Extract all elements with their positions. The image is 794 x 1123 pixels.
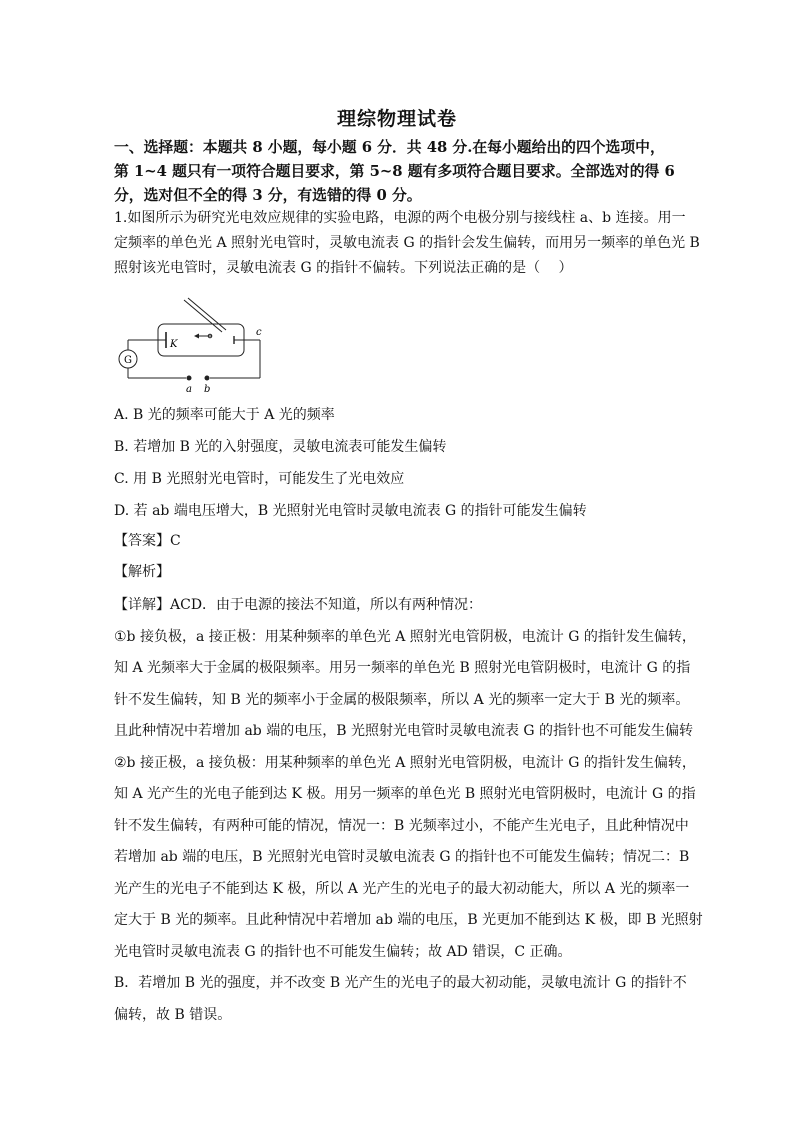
section-header-line: 第 1~4 题只有一项符合题目要求，第 5~8 题有多项符合题目要求。全部选对的得 6 bbox=[114, 163, 675, 180]
detail-line: 光产生的光电子不能到达 K 极，所以 A 光产生的光电子的最大初动能大，所以 A 光的频率一 bbox=[114, 880, 690, 897]
circuit-diagram bbox=[114, 296, 274, 396]
detail-explanation bbox=[114, 590, 703, 1031]
galvanometer-label: G bbox=[124, 355, 132, 366]
option-a: A. B 光的频率可能大于 A 光的频率 bbox=[114, 407, 335, 423]
detail-line: 知 A 光频率大于金属的极限频率。用另一频率的单色光 B 照射光电管阴极时，电流计 G 的指 bbox=[114, 660, 691, 676]
detail-line: 若增加 ab 端的电压，B 光照射光电管时灵敏电流表 G 的指针也不可能发生偏转；情况二：B bbox=[114, 849, 690, 865]
terminal-b bbox=[205, 376, 209, 380]
detail-line: ①b 接负极，a 接正极：用某种频率的单色光 A 照射光电管阴极，电流计 G 的指针发生偏转， bbox=[114, 628, 696, 645]
terminal-b-label: b bbox=[204, 384, 211, 395]
option-c: C. 用 B 光照射光电管时，可能发生了光电效应 bbox=[114, 471, 405, 487]
detail-line: 知 A 光产生的光电子能到达 K 极。用另一频率的单色光 B 照射光电管阴极时，电流计 G 的指 bbox=[114, 786, 696, 802]
detail-line: ②b 接正极，a 接负极：用某种频率的单色光 A 照射光电管阴极，电流计 G 的指针发生偏转， bbox=[114, 754, 696, 771]
detail-line: 定大于 B 光的频率。且此种情况中若增加 ab 端的电压，B 光更加不能到达 K 极，即 B 光照射 bbox=[114, 912, 703, 928]
question-stem-line: 1.如图所示为研究光电效应规律的实验电路，电源的两个电极分别与接线柱 a、b 连接。用一 bbox=[114, 210, 686, 226]
page-title: 理综物理试卷 bbox=[336, 108, 457, 130]
answer-label: 【答案】C bbox=[114, 533, 181, 549]
light-beam bbox=[184, 300, 222, 332]
detail-line: 且此种情况中若增加 ab 端的电压，B 光照射光电管时灵敏电流表 G 的指针也不可能发生偏转 bbox=[114, 723, 694, 739]
section-header-line: 一、选择题：本题共 8 小题，每小题 6 分．共 48 分.在每小题给出的四个选项中， bbox=[114, 139, 665, 156]
analysis-label: 【解析】 bbox=[114, 564, 170, 580]
section-header bbox=[114, 136, 684, 208]
question-stem-line: 照射该光电管时，灵敏电流表 G 的指针不偏转。下列说法正确的是（ ） bbox=[114, 260, 573, 276]
question-stem bbox=[114, 206, 700, 281]
terminal-a bbox=[187, 376, 191, 380]
terminal-c-label: c bbox=[256, 327, 262, 338]
option-b: B. 若增加 B 光的入射强度，灵敏电流表可能发生偏转 bbox=[114, 439, 447, 455]
cathode-label: K bbox=[170, 339, 178, 350]
detail-line: 光电管时灵敏电流表 G 的指针也不可能发生偏转；故 AD 错误，C 正确。 bbox=[114, 943, 572, 960]
option-d: D. 若 ab 端电压增大，B 光照射光电管时灵敏电流表 G 的指针可能发生偏转 bbox=[114, 503, 587, 519]
detail-line: B．若增加 B 光的强度，并不改变 B 光产生的光电子的最大初动能，灵敏电流计 G 的指针不 bbox=[114, 975, 687, 991]
terminal-a-label: a bbox=[186, 384, 192, 395]
detail-line: 针不发生偏转，知 B 光的频率小于金属的极限频率，所以 A 光的频率一定大于 B 光的频率。 bbox=[114, 691, 690, 708]
question-stem-line: 定频率的单色光 A 照射光电管时，灵敏电流表 G 的指针会发生偏转，而用另一频率的单色光 B bbox=[114, 235, 700, 251]
detail-line: 偏转，故 B 错误。 bbox=[114, 1006, 232, 1023]
section-header-line: 分，选对但不全的得 3 分，有选错的得 0 分。 bbox=[114, 187, 422, 204]
detail-line: 针不发生偏转，有两种可能的情况，情况一：B 光频率过小，不能产生光电子，且此种情况中 bbox=[114, 817, 689, 834]
detail-line: 【详解】ACD．由于电源的接法不知道，所以有两种情况： bbox=[114, 597, 483, 613]
